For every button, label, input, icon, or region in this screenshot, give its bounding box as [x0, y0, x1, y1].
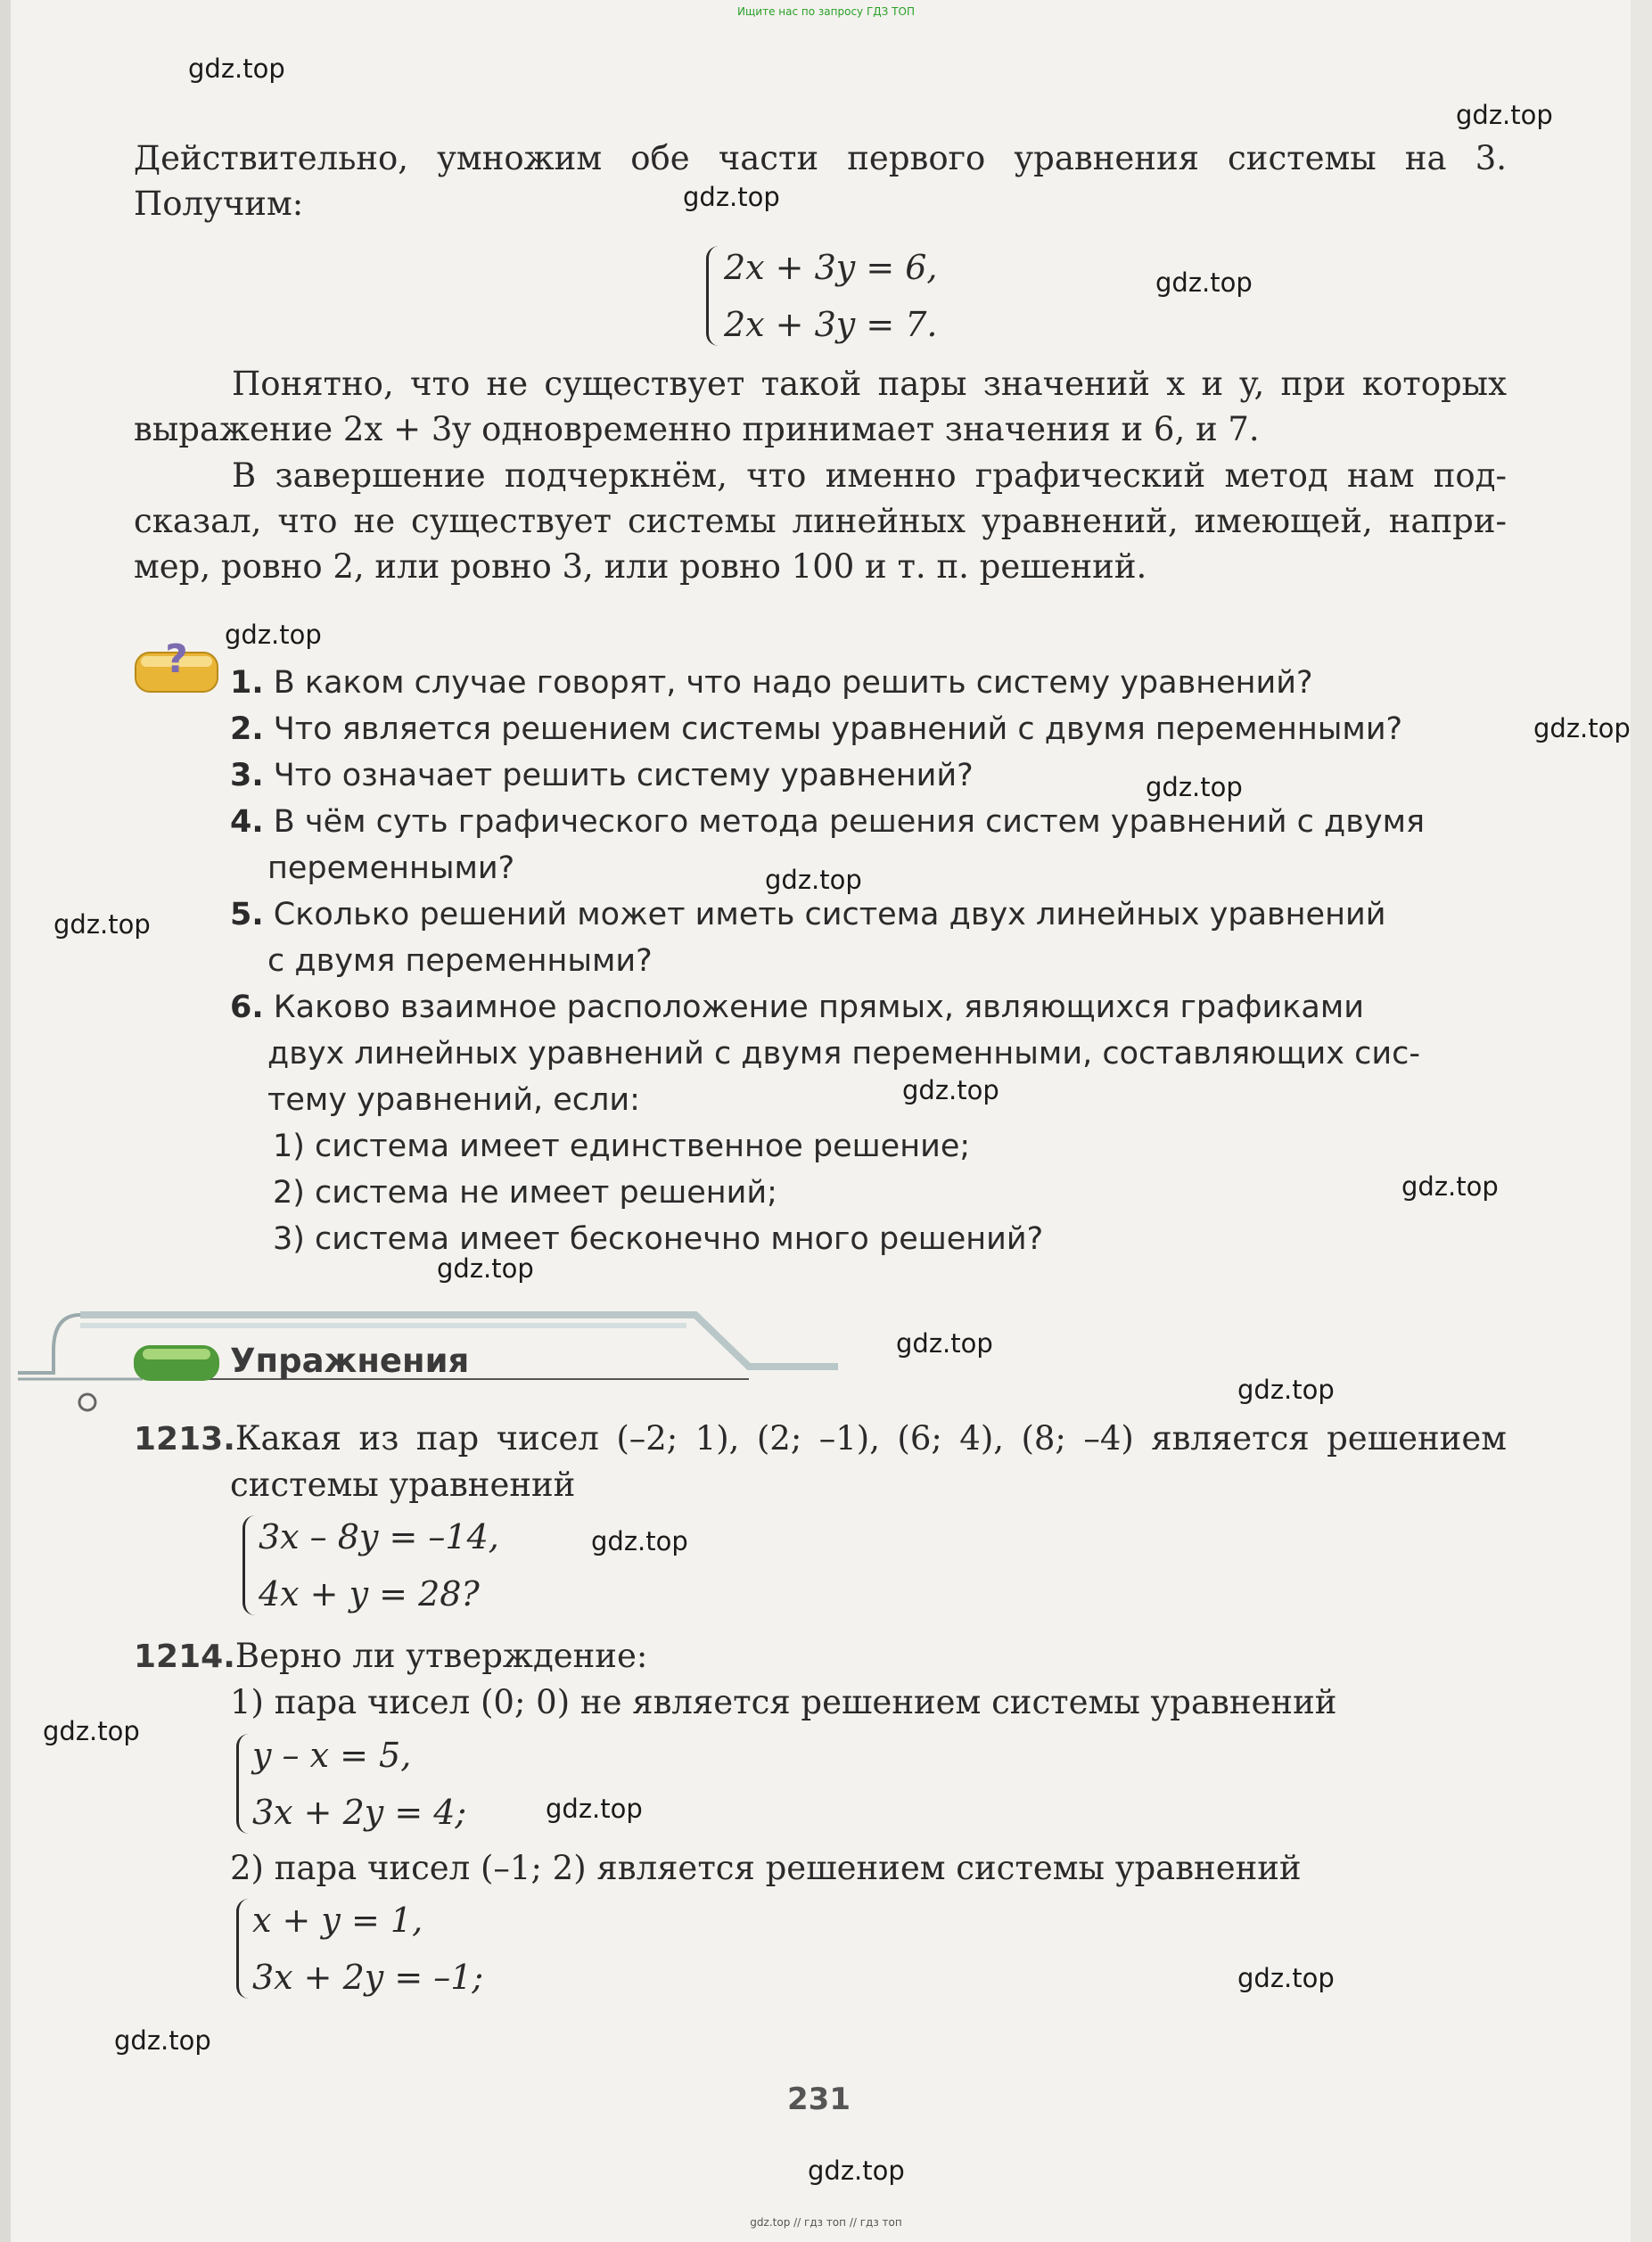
question-text: двух линейных уравнений с двумя переменными, составляющих сис- [267, 1036, 1421, 1072]
exercise-number: 1214. [134, 1638, 235, 1675]
question-text: переменными? [267, 850, 515, 886]
q6-option: 2) система не имеет решений; [273, 1175, 777, 1211]
bottom-banner: gdz.top // гдз топ // гдз топ [750, 2216, 902, 2229]
question-text: В чём суть графического метода решения систем уравнений с двумя [273, 804, 1426, 840]
text-line: В завершение подчеркнём, что именно графический метод нам под- [232, 456, 1507, 495]
watermark: gdz.top [1533, 713, 1631, 743]
watermark: gdz.top [808, 2156, 905, 2186]
system-brace [242, 1515, 259, 1615]
equation: y – x = 5, [252, 1736, 412, 1775]
question-number: 4. [230, 804, 264, 840]
question-text: Сколько решений может иметь система двух линейных уравнений [273, 897, 1386, 932]
watermark: gdz.top [546, 1794, 643, 1824]
equation: 2x + 3y = 6, [724, 248, 938, 287]
text-line: 1) пара чисел (0; 0) не является решением системы уравнений [230, 1683, 1337, 1721]
q6-option: 1) система имеет единственное решение; [273, 1129, 971, 1164]
equation: 3x + 2y = –1; [252, 1958, 484, 1997]
watermark: gdz.top [896, 1328, 993, 1359]
question-line [230, 984, 1514, 1031]
watermark: gdz.top [43, 1716, 140, 1746]
text-line: мер, ровно 2, или ровно 3, или ровно 100 и т. п. решений. [134, 547, 1147, 586]
question-line [230, 938, 1514, 984]
question-line [230, 1077, 1514, 1123]
text-line: Верно ли утверждение: [234, 1637, 648, 1675]
page-right-edge [1631, 0, 1652, 2242]
review-questions [230, 660, 1514, 1262]
watermark: gdz.top [225, 620, 322, 650]
text-line: сказал, что не существует системы линейных уравнений, имеющей, напри- [134, 502, 1507, 540]
system-brace [706, 246, 723, 346]
question-text: Что является решением системы уравнений с двумя переменными? [273, 711, 1403, 747]
watermark: gdz.top [1401, 1171, 1499, 1202]
text-line: 2) пара чисел (–1; 2) является решением системы уравнений [230, 1849, 1302, 1887]
question-number: 5. [230, 897, 264, 932]
question-text: В каком случае говорят, что надо решить систему уравнений? [273, 665, 1313, 701]
watermark: gdz.top [683, 182, 780, 212]
watermark: gdz.top [1456, 100, 1553, 130]
question-number: 1. [230, 665, 264, 701]
equation: x + y = 1, [252, 1901, 423, 1940]
page-number: 231 [787, 2082, 851, 2117]
exercise-1214 [134, 1633, 1507, 1725]
exercise-1213 [134, 1416, 1507, 1507]
equation: 3x – 8y = –14, [259, 1517, 499, 1556]
watermark: gdz.top [591, 1526, 688, 1556]
text-line: Понятно, что не существует такой пары значений x и y, при которых [232, 365, 1507, 403]
paragraph-intro [134, 136, 1507, 226]
equation-system [252, 1892, 483, 2006]
top-banner: Ищите нас по запросу ГДЗ ТОП [737, 5, 915, 18]
equation-system [724, 239, 938, 353]
page-left-edge [0, 0, 11, 2242]
question-text: Каково взаимное расположение прямых, являющихся графиками [273, 990, 1364, 1025]
text-line: системы уравнений [230, 1466, 576, 1504]
text-line: Действительно, умножим обе части первого уравнения системы на 3. [134, 139, 1507, 177]
question-number: 3. [230, 758, 264, 793]
watermark: gdz.top [437, 1253, 534, 1284]
exercises-title: Упражнения [230, 1342, 470, 1380]
equation: 4x + y = 28? [259, 1574, 480, 1614]
text-line: Какая из пар чисел (–2; 1), (2; –1), (6; 4), (8; –4) является решением [234, 1419, 1507, 1458]
question-text: с двумя переменными? [267, 943, 653, 979]
question-mark-icon [134, 633, 219, 697]
equation-system [252, 1727, 466, 1841]
question-line [230, 1031, 1514, 1077]
text-line: выражение 2x + 3y одновременно принимает значения и 6, и 7. [134, 410, 1260, 448]
question-line [230, 706, 1514, 752]
question-line [230, 845, 1514, 891]
system-brace [236, 1734, 253, 1834]
question-number: 6. [230, 990, 264, 1025]
watermark: gdz.top [902, 1075, 999, 1105]
question-text: Что означает решить систему уравнений? [273, 758, 974, 793]
question-line [230, 891, 1514, 938]
text-line: Получим: [134, 185, 304, 223]
watermark: gdz.top [53, 909, 151, 940]
watermark: gdz.top [1155, 267, 1253, 298]
question-text: тему уравнений, если: [267, 1082, 640, 1118]
question-line [230, 752, 1514, 799]
equation: 2x + 3y = 7. [724, 305, 938, 344]
watermark: gdz.top [1237, 1963, 1335, 1993]
question-number: 2. [230, 711, 264, 747]
watermark: gdz.top [765, 865, 862, 895]
watermark: gdz.top [1237, 1375, 1335, 1405]
watermark: gdz.top [1146, 772, 1243, 802]
paragraph-conclusion [134, 361, 1507, 452]
svg-text:?: ? [165, 636, 188, 682]
question-line [230, 660, 1514, 706]
system-brace [236, 1899, 253, 1999]
watermark: gdz.top [114, 2025, 211, 2056]
equation: 3x + 2y = 4; [252, 1793, 467, 1832]
question-line [230, 799, 1514, 845]
exercise-1214-item2 [230, 1845, 1505, 1891]
paragraph-summary [134, 453, 1507, 589]
q6-option: 3) система имеет бесконечно много решений? [273, 1221, 1044, 1257]
exercise-number: 1213. [134, 1421, 235, 1458]
equation-system [259, 1508, 499, 1622]
watermark: gdz.top [188, 53, 285, 84]
